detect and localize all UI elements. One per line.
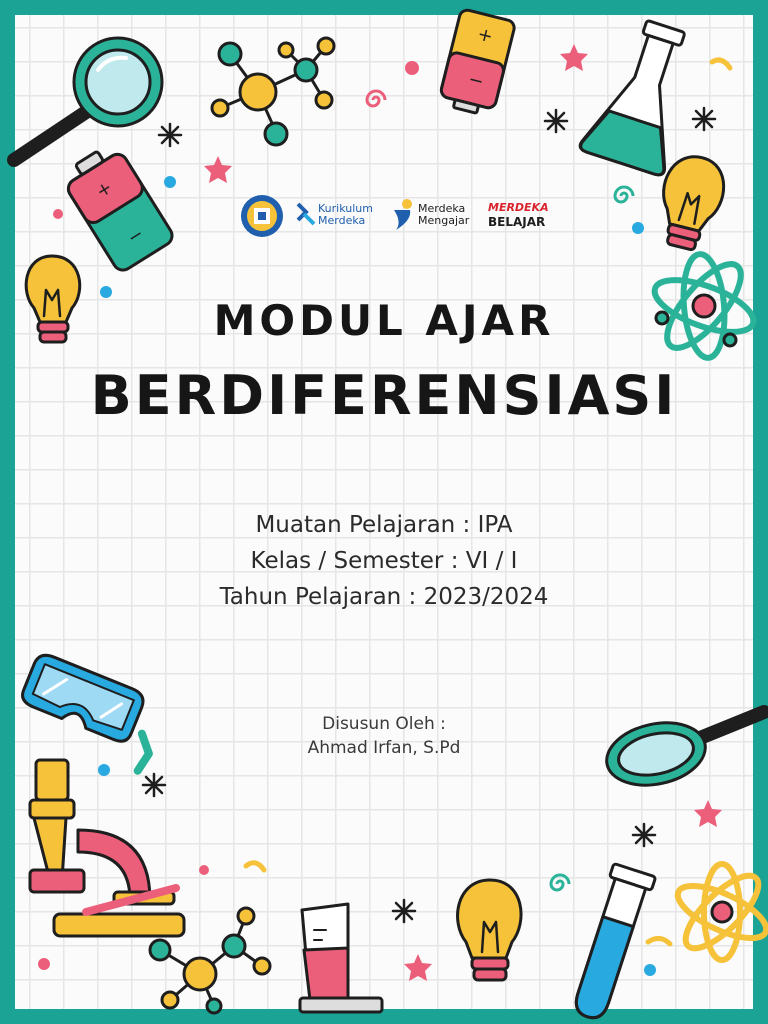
- molecule-icon: [212, 38, 334, 145]
- atom-icon: [671, 864, 768, 960]
- svg-text:+: +: [475, 23, 496, 48]
- microscope-icon: [30, 760, 184, 936]
- school-year-line: Tahun Pelajaran : 2023/2024: [219, 584, 549, 610]
- mengajar-line2: Mengajar: [418, 214, 470, 227]
- lightbulb-icon: [458, 880, 521, 980]
- kurikulum-merdeka-mark-icon: [296, 200, 316, 230]
- battery-icon: [58, 140, 175, 273]
- test-tube-icon: [566, 863, 655, 1023]
- belajar-line2: BELAJAR: [488, 215, 546, 229]
- class-semester-line: Kelas / Semester : VI / I: [250, 548, 518, 574]
- battery-icon: [438, 9, 516, 118]
- kurikulum-line1: Kurikulum: [318, 202, 373, 215]
- mengajar-line1: Merdeka: [418, 202, 466, 215]
- subject-line: Muatan Pelajaran : IPA: [255, 512, 513, 538]
- belajar-line1: MERDEKA: [488, 201, 549, 214]
- merdeka-mengajar-logo: [392, 194, 480, 238]
- title-line1: MODUL AJAR: [213, 296, 555, 345]
- svg-text:−: −: [466, 68, 486, 93]
- kemendikbud-logo: [240, 194, 288, 238]
- svg-text:−: −: [123, 223, 148, 250]
- beaker-icon: [300, 904, 382, 1012]
- merdeka-mengajar-mark-icon: [392, 198, 414, 232]
- magnifier-icon: [14, 38, 162, 160]
- kemendikbud-emblem-icon: [240, 194, 284, 238]
- title-line2: BERDIFERENSIASI: [90, 364, 678, 427]
- author-name: Ahmad Irfan, S.Pd: [307, 738, 461, 758]
- author-label: Disusun Oleh :: [322, 714, 446, 734]
- merdeka-belajar-logo: [486, 194, 552, 238]
- flask-icon: [579, 13, 707, 177]
- svg-text:+: +: [92, 176, 117, 203]
- logo-row: [240, 194, 552, 238]
- kurikulum-line2: Merdeka: [318, 214, 366, 227]
- kurikulum-merdeka-logo: [296, 194, 392, 238]
